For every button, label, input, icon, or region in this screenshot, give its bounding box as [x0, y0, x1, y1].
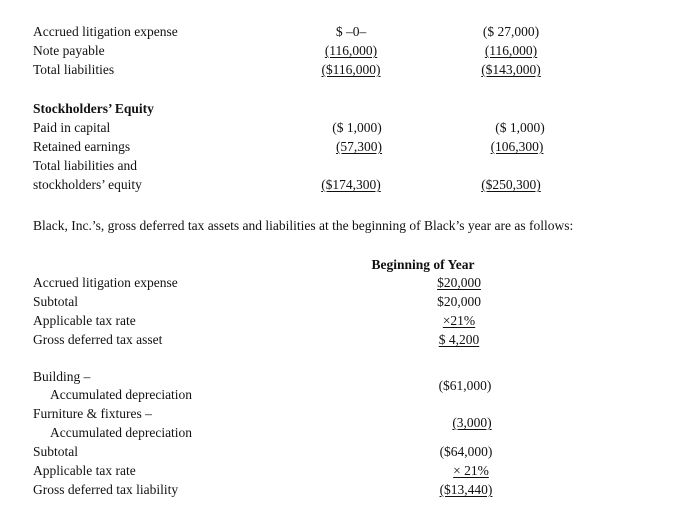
paid-in-capital-label: Paid in capital: [33, 120, 111, 135]
intro-paragraph: Black, Inc.’s, gross deferred tax assets and liabilities at the beginning of Black’s year are as follows:: [33, 218, 574, 233]
note-payable-label: Note payable: [33, 43, 105, 58]
building-accum-depr-label: Accumulated depreciation: [50, 387, 193, 402]
total-liabilities-col2: ($143,000): [481, 62, 541, 77]
gross-dta-label: Gross deferred tax asset: [33, 332, 163, 347]
retained-earnings-col1: (57,300): [335, 139, 383, 154]
gross-dtl-label: Gross deferred tax liability: [33, 482, 179, 497]
paid-in-capital-col1: ($ 1,000): [332, 120, 382, 135]
retained-earnings-col2: (106,300): [490, 139, 544, 154]
equity-heading: Stockholders’ Equity: [33, 101, 154, 116]
accrued-litigation-col1: $ –0–: [335, 24, 367, 39]
note-payable-col2: (116,000): [484, 43, 538, 58]
total-liab-equity-col1: ($174,300): [321, 177, 381, 192]
gross-dtl-value: ($13,440): [439, 482, 493, 497]
beginning-of-year-header: Beginning of Year: [371, 257, 475, 272]
furniture-value: (3,000): [452, 415, 492, 430]
dta-accrued-litigation-label: Accrued litigation expense: [33, 275, 178, 290]
building-label: Building –: [33, 369, 91, 384]
dtl-tax-rate-value: × 21%: [453, 463, 489, 478]
retained-earnings-label: Retained earnings: [33, 139, 131, 154]
dta-subtotal-value: $20,000: [437, 294, 481, 309]
dtl-subtotal-label: Subtotal: [33, 444, 79, 459]
furniture-accum-depr-label: Accumulated depreciation: [50, 425, 193, 440]
total-liab-equity-col2: ($250,300): [481, 177, 541, 192]
note-payable-col1: (116,000): [324, 43, 378, 58]
dtl-tax-rate-label: Applicable tax rate: [33, 463, 136, 478]
dta-tax-rate-value: ×21%: [442, 313, 476, 328]
furniture-label: Furniture & fixtures –: [33, 406, 152, 421]
accrued-litigation-col2: ($ 27,000): [482, 24, 540, 39]
dta-accrued-litigation-value: $20,000: [437, 275, 481, 290]
total-liab-equity-label-line2: stockholders’ equity: [33, 177, 142, 192]
paid-in-capital-col2: ($ 1,000): [495, 120, 545, 135]
total-liabilities-label: Total liabilities: [33, 62, 115, 77]
dta-tax-rate-label: Applicable tax rate: [33, 313, 136, 328]
total-liabilities-col1: ($116,000): [321, 62, 381, 77]
building-value: ($61,000): [438, 378, 492, 393]
dtl-subtotal-value: ($64,000): [439, 444, 493, 459]
gross-dta-value: $ 4,200: [438, 332, 480, 347]
accrued-litigation-label: Accrued litigation expense: [33, 24, 178, 39]
dta-subtotal-label: Subtotal: [33, 294, 79, 309]
total-liab-equity-label-line1: Total liabilities and: [33, 158, 138, 173]
